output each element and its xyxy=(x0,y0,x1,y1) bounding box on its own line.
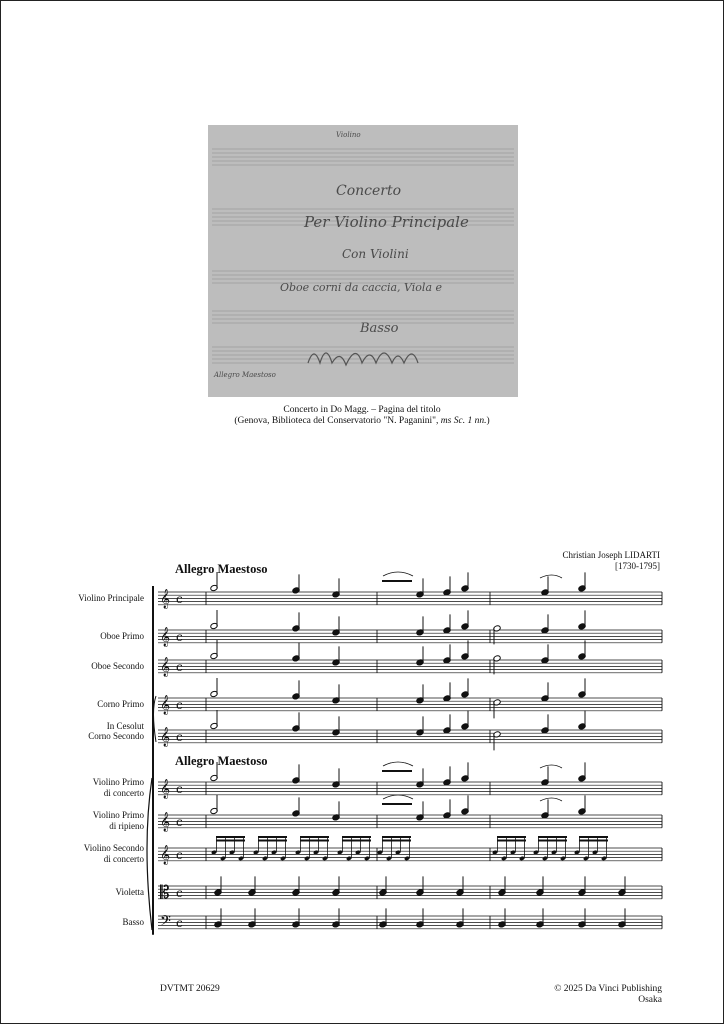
beam xyxy=(382,580,412,582)
beam xyxy=(497,836,526,838)
caption-line-2: (Genova, Biblioteca del Conservatorio "N. Paganini", ms Sc. 1 nn.) xyxy=(234,416,490,426)
treble-clef-icon: 𝄞 xyxy=(160,845,171,865)
alto-clef-icon: 𝄡 xyxy=(160,883,170,903)
slur xyxy=(383,795,413,799)
publisher-city: Osaka xyxy=(638,995,662,1005)
beam xyxy=(538,836,567,838)
slur xyxy=(540,798,562,801)
tempo-marking-lower: Allegro Maestoso xyxy=(175,754,268,768)
beam xyxy=(538,840,567,842)
treble-clef-icon: 𝄞 xyxy=(160,779,171,799)
beam xyxy=(342,840,371,842)
beam xyxy=(579,836,608,838)
strings-brace xyxy=(147,778,152,930)
staff-label-violino-primo-concerto: Violino Primo di concerto xyxy=(92,777,144,798)
bass-clef-icon: 𝄢 xyxy=(160,913,171,933)
copyright-text: © 2025 Da Vinci Publishing xyxy=(554,984,662,994)
staff-label-oboe-primo: Oboe Primo xyxy=(100,630,144,641)
staff-label-violino-primo-ripieno: Violino Primo di ripieno xyxy=(92,810,144,831)
staff-label-corno-primo: Corno Primo xyxy=(97,698,144,709)
facsimile-line-basso: Basso xyxy=(360,321,399,336)
treble-clef-icon: 𝄞 xyxy=(160,812,171,832)
composer-dates: [1730-1795] xyxy=(615,561,660,571)
treble-clef-icon: 𝄞 xyxy=(160,695,171,715)
catalog-number: DVTMT 20629 xyxy=(160,984,220,994)
common-time-icon: c xyxy=(176,848,183,862)
common-time-icon: c xyxy=(176,592,183,606)
beam xyxy=(382,836,411,838)
common-time-icon: c xyxy=(176,660,183,674)
beam xyxy=(497,840,526,842)
staff-label-corno-secondo: Corno Secondo xyxy=(88,730,144,741)
beam xyxy=(382,770,412,772)
common-time-icon: c xyxy=(176,630,183,644)
caption-line-1: Concerto in Do Magg. – Pagina del titolo xyxy=(283,405,441,415)
common-time-icon: c xyxy=(176,916,183,930)
staff-label-basso: Basso xyxy=(122,916,144,927)
beam xyxy=(216,836,245,838)
publisher-footer xyxy=(554,984,662,1006)
slur xyxy=(383,572,413,576)
treble-clef-icon: 𝄞 xyxy=(160,727,171,747)
slur xyxy=(540,575,562,578)
facsimile-subtitle-line: Per Violino Principale xyxy=(304,213,469,231)
staff-label-oboe-secondo: Oboe Secondo xyxy=(91,660,144,671)
facsimile-line-instruments: Oboe corni da caccia, Viola e xyxy=(280,281,443,294)
beam xyxy=(258,840,287,842)
facsimile-title-line: Concerto xyxy=(336,183,402,199)
treble-clef-icon: 𝄞 xyxy=(160,657,171,677)
beam xyxy=(216,840,245,842)
slur xyxy=(383,762,413,766)
slur xyxy=(540,765,562,768)
facsimile-header-text: Violino xyxy=(336,131,361,139)
beam xyxy=(382,803,412,805)
beam xyxy=(579,840,608,842)
common-time-icon: c xyxy=(176,730,183,744)
beam xyxy=(300,840,329,842)
common-time-icon: c xyxy=(176,698,183,712)
corni-tuning-note: In Cesolut xyxy=(106,721,144,731)
common-time-icon: c xyxy=(176,815,183,829)
beam xyxy=(300,836,329,838)
treble-clef-icon: 𝄞 xyxy=(160,627,171,647)
tempo-marking-upper: Allegro Maestoso xyxy=(175,562,268,576)
staff-label-violino-principale: Violino Principale xyxy=(78,592,144,603)
composer-name: Christian Joseph LIDARTI xyxy=(562,550,660,560)
beam xyxy=(342,836,371,838)
staff-label-violino-secondo-concerto: Violino Secondo di concerto xyxy=(83,843,144,864)
staff-label-violetta: Violetta xyxy=(115,886,144,897)
common-time-icon: c xyxy=(176,886,183,900)
beam xyxy=(258,836,287,838)
facsimile-tempo-scribble: Allegro Maestoso xyxy=(214,371,276,379)
treble-clef-icon: 𝄞 xyxy=(160,589,171,609)
common-time-icon: c xyxy=(176,782,183,796)
facsimile-line-violini: Con Violini xyxy=(342,247,409,261)
beam xyxy=(382,840,411,842)
